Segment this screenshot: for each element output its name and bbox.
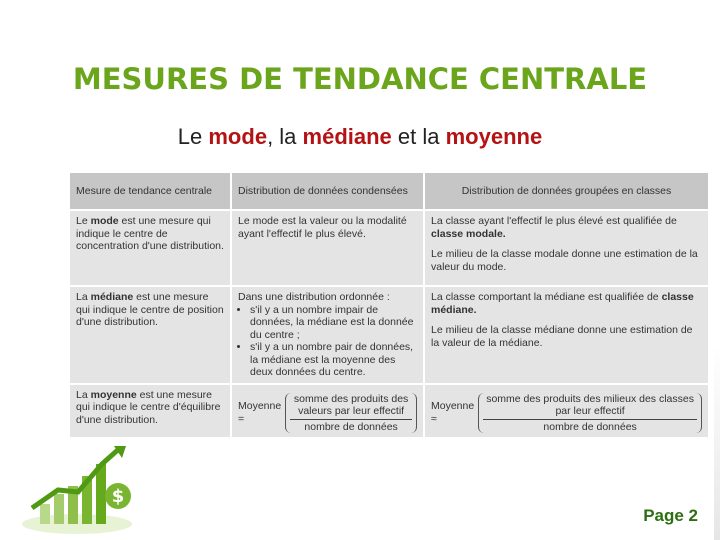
- table-row-moyenne: [69, 384, 709, 439]
- table-header: Distribution de données condensées: [231, 172, 424, 210]
- subtitle-moyenne: moyenne: [445, 124, 543, 149]
- table-cell: Le mode est une mesure qui indique le centre de concentration d'une distribution.: [69, 210, 231, 286]
- page-number: Page 2: [643, 506, 698, 525]
- table-cell: [231, 384, 424, 439]
- formula-mean-grouped: Moyenne ≈ $\frac{\text{somme des produits des milieux des classes par leur effectif}}{\text{nombre de données}}$: [431, 393, 702, 434]
- slide-title: MESURES DE TENDANCE CENTRALE: [72, 62, 648, 96]
- subtitle-text: , la: [267, 124, 303, 149]
- growth-chart-logo-icon: [22, 446, 162, 536]
- table-cell: Dans une distribution ordonnée : • s'il y a un nombre impair de données, la médiane est la donnée du centre ; • s'il y a un nombre pair de données, la médiane est la moyenne des deux données du centre.: [231, 286, 424, 384]
- table-cell: La classe ayant l'effectif le plus élevé est qualifiée de classe modale. Le milieu de la classe modale donne une estimation de la valeur du mode.: [424, 210, 709, 286]
- table-header-row: [69, 172, 709, 210]
- subtitle-mediane: médiane: [302, 124, 392, 149]
- slide-edge-decoration: [714, 345, 720, 540]
- measures-table: [68, 171, 710, 439]
- table-cell: La médiane est une mesure qui indique le centre de position d'une distribution.: [69, 286, 231, 384]
- table-cell: La classe comportant la médiane est qualifiée de classe médiane. Le milieu de la classe médiane donne une estimation de la valeur de la médiane.: [424, 286, 709, 384]
- subtitle-mode: mode: [208, 124, 268, 149]
- svg-text:$: $: [111, 486, 125, 507]
- table-cell: La moyenne est une mesure qui indique le centre d'équilibre d'une distribution.: [69, 384, 231, 439]
- list-item: • s'il y a un nombre impair de données, la médiane est la donnée du centre ;: [250, 304, 417, 342]
- subtitle-text: Le: [177, 124, 209, 149]
- subtitle-text: et la: [391, 124, 446, 149]
- table-cell: Le mode est la valeur ou la modalité ayant l'effectif le plus élevé.: [231, 210, 424, 286]
- table-header: Distribution de données groupées en classes: [424, 172, 709, 210]
- table-row-mediane: [69, 286, 709, 384]
- slide-subtitle: [0, 124, 720, 150]
- list-item: • s'il y a un nombre pair de données, la médiane est la moyenne des deux données du centre.: [250, 341, 417, 379]
- formula-mean-condensed: Moyenne = $\frac{\text{somme des produits des valeurs par leur effectif}}{\text{nombre de données}}$: [238, 393, 417, 434]
- table-cell: [424, 384, 709, 439]
- measures-table-image: [68, 171, 708, 438]
- table-row-mode: [69, 210, 709, 286]
- table-header: Mesure de tendance centrale: [69, 172, 231, 210]
